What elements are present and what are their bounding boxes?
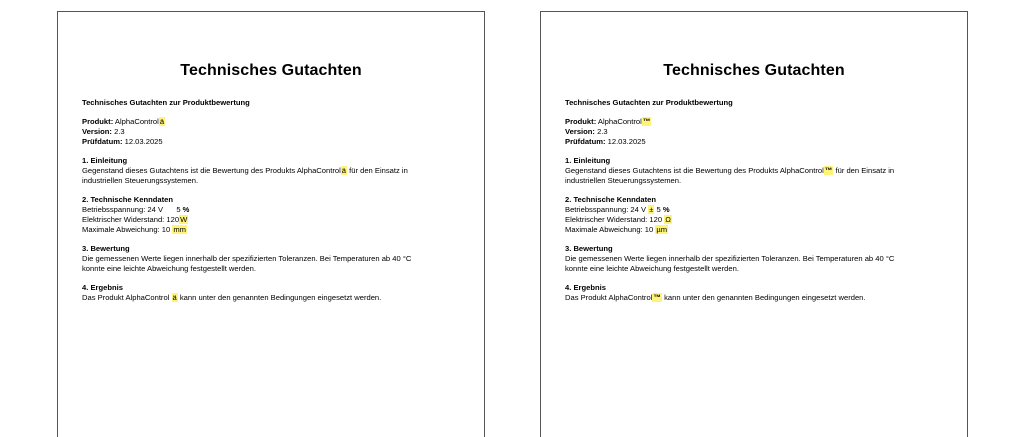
text-fragment: Gegenstand dieses Gutachtens ist die Bewertung des Produkts AlphaControl [82, 166, 341, 175]
unit-highlight: W [180, 215, 188, 224]
version-line [82, 127, 464, 137]
text-fragment: kann unter den genannten Bedingungen eingesetzt werden. [664, 293, 866, 302]
version-value: 2.3 [597, 127, 608, 136]
version-line [565, 127, 947, 137]
section-text: Die gemessenen Werte liegen innerhalb der spezifizierten Toleranzen. Bei Temperaturen ab 40 °C [565, 254, 895, 263]
text-fragment: Betriebsspannung: 24 V [565, 205, 647, 214]
text-fragment: Maximale Abweichung: 10 [82, 225, 171, 234]
section-text: konnte eine leichte Abweichung festgestellt werden. [565, 264, 739, 273]
document-title: Technisches Gutachten [180, 62, 362, 79]
deviation-line [82, 225, 464, 235]
text-fragment: Gegenstand dieses Gutachtens ist die Bewertung des Produkts AlphaControl [565, 166, 824, 175]
unit: % [662, 205, 670, 214]
section-heading: 4. Ergebnis [565, 283, 606, 292]
product-line [82, 117, 464, 127]
section-technical-data [82, 195, 464, 235]
section-text: konnte eine leichte Abweichung festgestellt werden. [82, 264, 256, 273]
date-label: Prüfdatum: [565, 137, 606, 146]
product-value: AlphaControl [597, 117, 642, 126]
product-line [565, 117, 947, 127]
version-label: Version: [82, 127, 112, 136]
date-line [82, 137, 464, 147]
text-fragment: 5 [656, 205, 661, 214]
section-heading: 1. Einleitung [82, 156, 128, 165]
symbol-highlight: ä [341, 166, 346, 175]
text-fragment: Betriebsspannung: 24 V [82, 205, 164, 214]
date-line [565, 137, 947, 147]
symbol-highlight: ™ [653, 293, 661, 302]
document-page-right [540, 11, 968, 437]
resistance-line [565, 215, 947, 225]
section-text [82, 293, 464, 303]
document-subtitle: Technisches Gutachten zur Produktbewertung [565, 98, 733, 107]
section-text [565, 166, 947, 176]
product-label: Produkt: [565, 117, 597, 126]
metadata-block [82, 117, 464, 147]
symbol-highlight: ä [172, 293, 177, 302]
product-value: AlphaControl [114, 117, 159, 126]
section-introduction [82, 156, 464, 186]
document-subtitle: Technisches Gutachten zur Produktbewertung [82, 98, 250, 107]
section-heading: 3. Bewertung [82, 244, 130, 253]
date-value: 12.03.2025 [124, 137, 163, 146]
voltage-line [82, 205, 464, 215]
text-fragment: Das Produkt AlphaControl [565, 293, 653, 302]
document-page-left [57, 11, 485, 437]
section-text: industriellen Steuerungssystemen. [565, 176, 682, 185]
version-value: 2.3 [114, 127, 125, 136]
section-text [82, 166, 464, 176]
version-label: Version: [565, 127, 595, 136]
section-heading: 4. Ergebnis [82, 283, 123, 292]
document-body [82, 98, 464, 312]
unit-highlight: mm [173, 225, 187, 234]
section-heading: 2. Technische Kenndaten [565, 195, 657, 204]
document-body [565, 98, 947, 312]
text-fragment: Maximale Abweichung: 10 [565, 225, 654, 234]
section-heading: 2. Technische Kenndaten [82, 195, 174, 204]
text-fragment: 5 [176, 205, 181, 214]
unit-highlight: µm [656, 225, 668, 234]
product-symbol-highlight: ä [159, 117, 165, 126]
product-label: Produkt: [82, 117, 114, 126]
unit-highlight: Ω [665, 215, 671, 224]
voltage-line [565, 205, 947, 215]
text-fragment: kann unter den genannten Bedingungen eingesetzt werden. [179, 293, 382, 302]
date-label: Prüfdatum: [82, 137, 123, 146]
text-fragment: für den Einsatz in [835, 166, 895, 175]
resistance-line [82, 215, 464, 225]
date-value: 12.03.2025 [607, 137, 646, 146]
section-technical-data [565, 195, 947, 235]
section-evaluation [82, 244, 464, 274]
section-text: industriellen Steuerungssystemen. [82, 176, 199, 185]
metadata-block [565, 117, 947, 147]
text-fragment: Elektrischer Widerstand: 120 [82, 215, 180, 224]
section-heading: 3. Bewertung [565, 244, 613, 253]
unit: % [182, 205, 190, 214]
section-text [565, 293, 947, 303]
document-title: Technisches Gutachten [663, 62, 845, 79]
section-result [82, 283, 464, 303]
deviation-line [565, 225, 947, 235]
text-fragment: Elektrischer Widerstand: 120 [565, 215, 663, 224]
section-evaluation [565, 244, 947, 274]
symbol-highlight: ± [649, 205, 654, 214]
section-text: Die gemessenen Werte liegen innerhalb der spezifizierten Toleranzen. Bei Temperaturen ab 40 °C [82, 254, 412, 263]
symbol-highlight: ™ [824, 166, 833, 175]
section-heading: 1. Einleitung [565, 156, 611, 165]
product-symbol-highlight: ™ [642, 117, 651, 126]
text-fragment: für den Einsatz in [349, 166, 408, 175]
text-fragment: Das Produkt AlphaControl [82, 293, 170, 302]
section-introduction [565, 156, 947, 186]
section-result [565, 283, 947, 303]
